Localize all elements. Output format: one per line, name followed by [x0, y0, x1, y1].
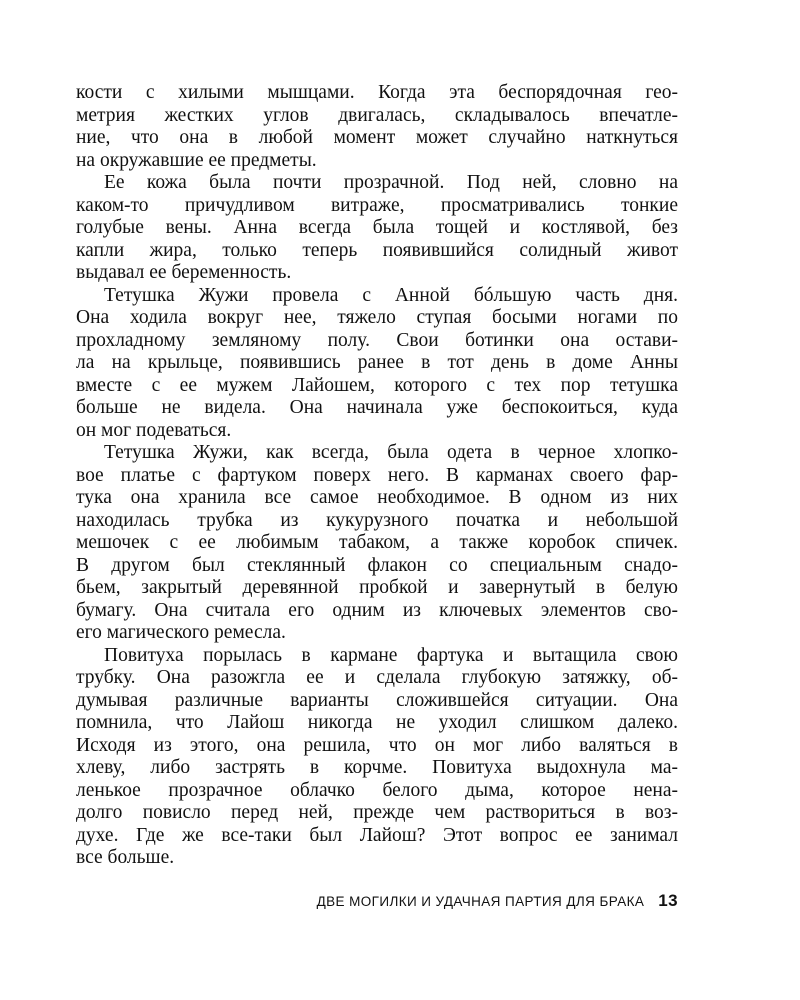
text-line: тука она хранила все самое необходимое. В одном из них [76, 487, 678, 508]
text-line: бумагу. Она считала его одним из ключевых элементов сво- [76, 599, 678, 621]
body-text [76, 82, 678, 870]
text-line: кости с хилыми мышцами. Когда эта беспорядочная гео- [76, 82, 678, 103]
text-line: В другом был стеклянный флакон со специальным снадо- [76, 554, 678, 576]
text-line: Она ходила вокруг нее, тяжело ступая босыми ногами по [76, 307, 678, 328]
text-line: Повитуха порылась в кармане фартука и вытащила свою [104, 644, 678, 666]
text-line: метрия жестких углов двигалась, складывалось впечатле- [76, 104, 678, 126]
text-line: он мог подеваться. [76, 419, 232, 441]
text-line: прохладному земляному полу. Свои ботинки она остави- [76, 329, 678, 351]
text-line: все больше. [76, 847, 175, 868]
text-line: помнила, что Лайош никогда не уходил слишком далеко. [76, 712, 678, 733]
page-number: 13 [658, 891, 678, 910]
text-line: ленькое прозрачное облачко белого дыма, которое нена- [76, 779, 678, 801]
text-line: мешочек с ее любимым табаком, а также коробок спичек. [76, 532, 678, 553]
text-line: капли жира, только теперь появившийся солидный живот [76, 239, 678, 261]
text-line: голубые вены. Анна всегда была тощей и костлявой, без [76, 217, 678, 238]
text-line: трубку. Она разожгла ее и сделала глубокую затяжку, об- [76, 667, 678, 688]
text-line: находилась трубка из кукурузного початка и небольшой [76, 509, 678, 531]
text-line: духе. Где же все-таки был Лайош? Этот вопрос ее занимал [76, 824, 678, 846]
text-line: Тетушка Жужи, как всегда, была одета в черное хлопко- [104, 442, 678, 463]
text-line: хлеву, либо застрять в корчме. Повитуха выдохнула ма- [76, 757, 678, 778]
text-line: Исходя из этого, она решила, что он мог либо валяться в [76, 734, 678, 756]
text-line: вместе с ее мужем Лайошем, которого с тех пор тетушка [76, 374, 678, 396]
text-line: каком-то причудливом витраже, просматривались тонкие [76, 194, 678, 216]
text-line: его магического ремесла. [76, 622, 286, 643]
text-line: долго повисло перед ней, прежде чем раствориться в воз- [76, 802, 678, 823]
text-line: вое платье с фартуком поверх него. В карманах своего фар- [76, 464, 678, 486]
text-line: Тетушка Жужи провела с Анной бóльшую часть дня. [104, 284, 678, 306]
text-line: Ее кожа была почти прозрачной. Под ней, словно на [104, 172, 678, 193]
text-line: выдавал ее беременность. [76, 262, 292, 283]
page-footer [76, 889, 678, 913]
text-line: бьем, закрытый деревянной пробкой и завернутый в белую [76, 577, 678, 598]
text-line: больше не видела. Она начинала уже беспокоиться, куда [76, 397, 678, 418]
text-line: ла на крыльце, появившись ранее в тот день в доме Анны [76, 352, 678, 373]
running-title: ДВЕ МОГИЛКИ И УДАЧНАЯ ПАРТИЯ ДЛЯ БРАКА [316, 893, 645, 909]
text-line: на окружавшие ее предметы. [76, 149, 317, 171]
text-line: ние, что она в любой момент может случайно наткнуться [76, 127, 678, 148]
text-line: думывая различные варианты сложившейся ситуации. Она [76, 689, 678, 711]
